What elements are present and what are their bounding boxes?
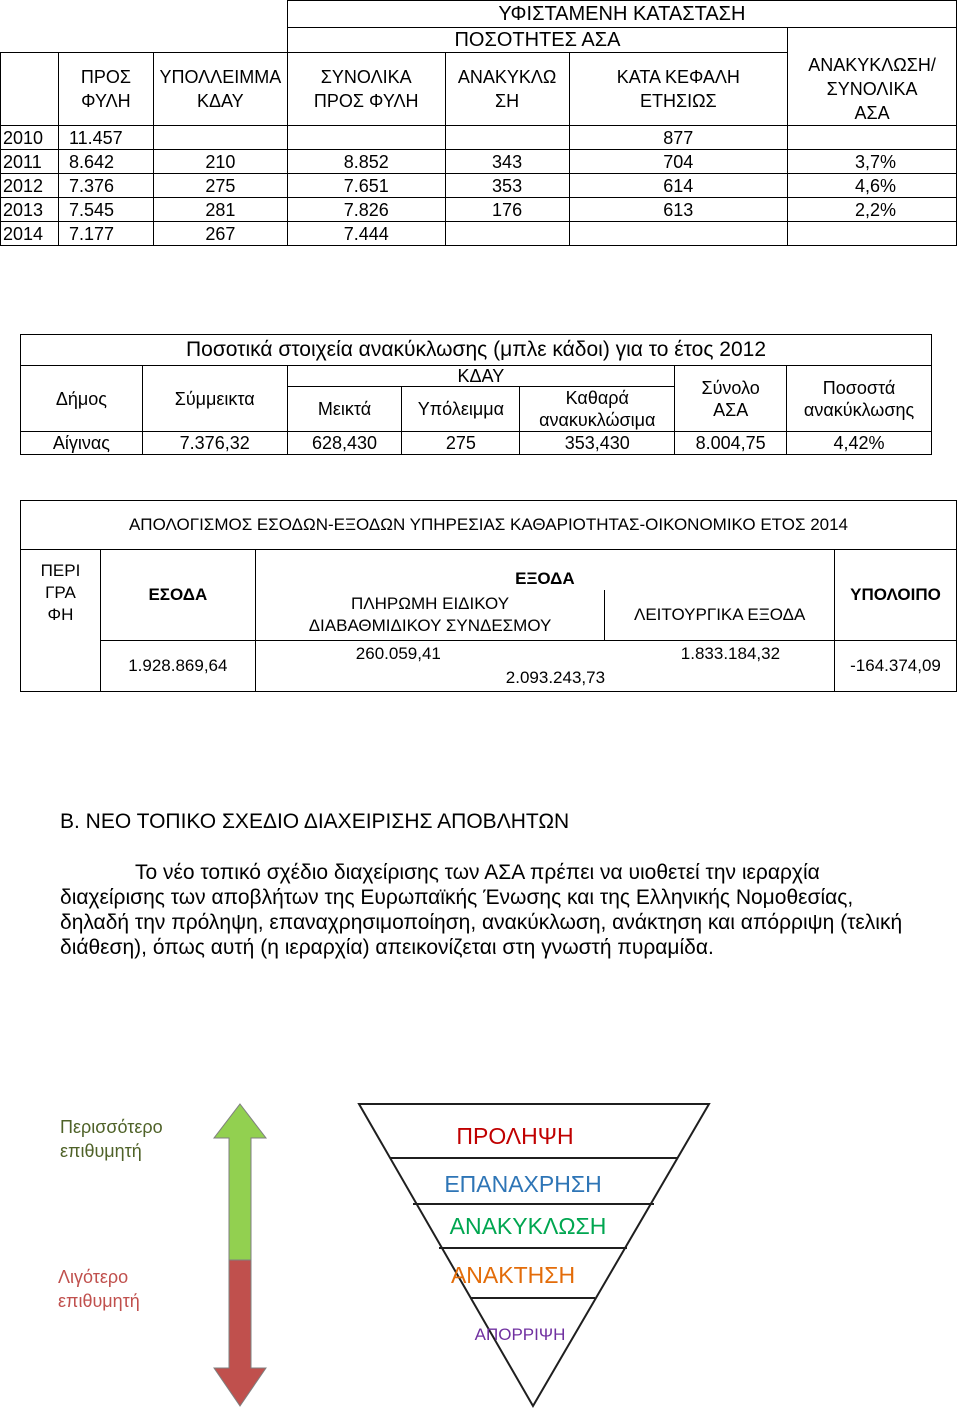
quantities-table [0, 0, 957, 246]
table-cell: 613 [569, 198, 788, 222]
table-cell: 275 [153, 174, 287, 198]
table-cell: 275 [402, 432, 520, 455]
quantities-header-1: ΠΡΟΣ ΦΥΛΗ [58, 53, 153, 126]
header-perigrafi: ΠΕΡΙ ΓΡΑ ΦΗ [21, 550, 101, 692]
table-cell: 267 [153, 222, 287, 246]
income-expense-title: ΑΠΟΛΟΓΙΣΜΟΣ ΕΣΟΔΩΝ-ΕΞΟΔΩΝ ΥΠΗΡΕΣΙΑΣ ΚΑΘΑΡΙΟΤΗΤΑΣ-ΟΙΚΟΝΟΜΙΚΟ ΕΤΟΣ 2014 [21, 501, 957, 550]
value-esoda: 1.928.869,64 [100, 641, 255, 692]
table-cell: 2010 [1, 126, 59, 150]
table-cell: 8.004,75 [675, 432, 787, 455]
exoda-values [255, 641, 834, 692]
quantities-header-5: ΚΑΤΑ ΚΕΦΑΛΗ ΕΤΗΣΙΩΣ [569, 53, 788, 126]
table-cell: 704 [569, 150, 788, 174]
table-cell: 353 [445, 174, 569, 198]
level-prolipsi: ΠΡΟΛΗΨΗ [456, 1123, 574, 1149]
level-anakyklosi: ΑΝΑΚΥΚΛΩΣΗ [449, 1213, 607, 1239]
header-kathara: Καθαρά ανακυκλώσιμα [520, 387, 675, 432]
table-row [1, 198, 957, 222]
down-arrow-icon [214, 1260, 266, 1406]
table-cell [445, 126, 569, 150]
value-leitourgika: 1.833.184,32 [680, 644, 781, 663]
table-cell [153, 126, 287, 150]
table-row [1, 174, 957, 198]
table-cell: 7.545 [58, 198, 153, 222]
header-esoda: ΕΣΟΔΑ [100, 550, 255, 641]
section-heading: Β. ΝΕΟ ΤΟΠΙΚΟ ΣΧΕΔΙΟ ΔΙΑΧΕΙΡΙΣΗΣ ΑΠΟΒΛΗΤΩΝ [60, 810, 570, 833]
table-cell: 7.376,32 [142, 432, 287, 455]
table-cell: 281 [153, 198, 287, 222]
pyramid-outline [359, 1104, 709, 1406]
quantities-header-2: ΥΠΟΛΛΕΙΜΜΑ ΚΔΑΥ [153, 53, 287, 126]
table-cell: 2011 [1, 150, 59, 174]
income-expense-table [20, 500, 957, 692]
table-cell: 614 [569, 174, 788, 198]
value-exoda-total: 2.093.243,73 [505, 668, 606, 687]
table-cell: 8.852 [287, 150, 445, 174]
less-desirable-label: Λιγότερο επιθυμητή [58, 1267, 140, 1311]
table-row [1, 150, 957, 174]
table-cell: 3,7% [788, 150, 957, 174]
table-cell: 7.376 [58, 174, 153, 198]
quantities-title: ΥΦΙΣΤΑΜΕΝΗ ΚΑΤΑΣΤΑΣΗ [287, 1, 956, 28]
table-cell: 877 [569, 126, 788, 150]
value-ypoloipo: -164.374,09 [835, 641, 957, 692]
table-cell: 353,430 [520, 432, 675, 455]
table-cell: 343 [445, 150, 569, 174]
section-paragraph [60, 860, 920, 960]
table-cell [445, 222, 569, 246]
table-cell: 11.457 [58, 126, 153, 150]
recycling-title: Ποσοτικά στοιχεία ανακύκλωσης (μπλε κάδοι) για το έτος 2012 [21, 335, 932, 366]
table-cell: 2013 [1, 198, 59, 222]
hierarchy-arrows [200, 1100, 280, 1410]
table-cell: 4,42% [787, 432, 932, 455]
table-cell: 4,6% [788, 174, 957, 198]
table-cell: 176 [445, 198, 569, 222]
table-cell [788, 222, 957, 246]
quantities-header-6: ΑΝΑΚΥΚΛΩΣΗ/ ΣΥΝΟΛΙΚΑ ΑΣΑ [788, 53, 957, 126]
waste-hierarchy-pyramid [355, 1100, 715, 1410]
table-cell [287, 126, 445, 150]
header-leitourgika: ΛΕΙΤΟΥΡΓΙΚΑ ΕΞΟΔΑ [605, 590, 835, 641]
up-arrow-icon [214, 1104, 266, 1260]
table-row [1, 222, 957, 246]
table-cell: 2,2% [788, 198, 957, 222]
header-synolo: Σύνολο ΑΣΑ [675, 366, 787, 432]
table-cell: 7.177 [58, 222, 153, 246]
paragraph-text: Το νέο τοπικό σχέδιο διαχείρισης των ΑΣΑ πρέπει να υιοθετεί την ιεραρχία διαχείρισης των αποβλήτων της Ευρωπαϊκής Ένωσης και της Ελληνικής Νομοθεσίας, δηλαδή την πρόληψη, επαναχρησιμοποίηση, ανακύκλωση, ανάκτηση και απόρριψη (τελική διάθεση), όπως αυτή (η ιεραρχία) απεικονίζεται στη γνωστή πυραμίδα. [60, 861, 903, 959]
quantities-header-0 [1, 53, 59, 126]
table-cell: 2012 [1, 174, 59, 198]
value-pliromi: 260.059,41 [355, 644, 441, 663]
header-pososta: Ποσοστά ανακύκλωσης [787, 366, 932, 432]
table-cell: 2014 [1, 222, 59, 246]
header-meikta: Μεικτά [287, 387, 402, 432]
table-cell: 210 [153, 150, 287, 174]
table-cell: 8.642 [58, 150, 153, 174]
header-ypoloipo: ΥΠΟΛΟΙΠΟ [835, 550, 957, 641]
recycling-2012-table [20, 334, 932, 455]
header-dimos: Δήμος [21, 366, 143, 432]
quantities-subtitle: ΠΟΣΟΤΗΤΕΣ ΑΣΑ [287, 28, 787, 53]
table-cell: 628,430 [287, 432, 402, 455]
table-cell: 7.826 [287, 198, 445, 222]
more-desirable-label: Περισσότερο επιθυμητή [60, 1117, 163, 1161]
level-epanachrisi: ΕΠΑΝΑΧΡΗΣΗ [444, 1171, 602, 1197]
table-cell: 7.444 [287, 222, 445, 246]
level-aporripsi: ΑΠΟΡΡΙΨΗ [474, 1325, 566, 1344]
level-anaktisi: ΑΝΑΚΤΗΣΗ [450, 1262, 576, 1288]
table-cell: Αίγινας [21, 432, 143, 455]
table-row [1, 126, 957, 150]
quantities-header-3: ΣΥΝΟΛΙΚΑ ΠΡΟΣ ΦΥΛΗ [287, 53, 445, 126]
header-ypoleimma: Υπόλειμμα [402, 387, 520, 432]
table-cell: 7.651 [287, 174, 445, 198]
header-kday: ΚΔΑΥ [287, 366, 675, 387]
table-cell [788, 126, 957, 150]
header-exoda: ΕΞΟΔΑ [255, 550, 834, 591]
quantities-header-4: ΑΝΑΚΥΚΛΩ ΣΗ [445, 53, 569, 126]
table-cell [569, 222, 788, 246]
header-symmeikta: Σύμμεικτα [142, 366, 287, 432]
header-pliromi: ΠΛΗΡΩΜΗ ΕΙΔΙΚΟΥ ΔΙΑΒΑΘΜΙΔΙΚΟΥ ΣΥΝΔΕΣΜΟΥ [255, 590, 605, 641]
